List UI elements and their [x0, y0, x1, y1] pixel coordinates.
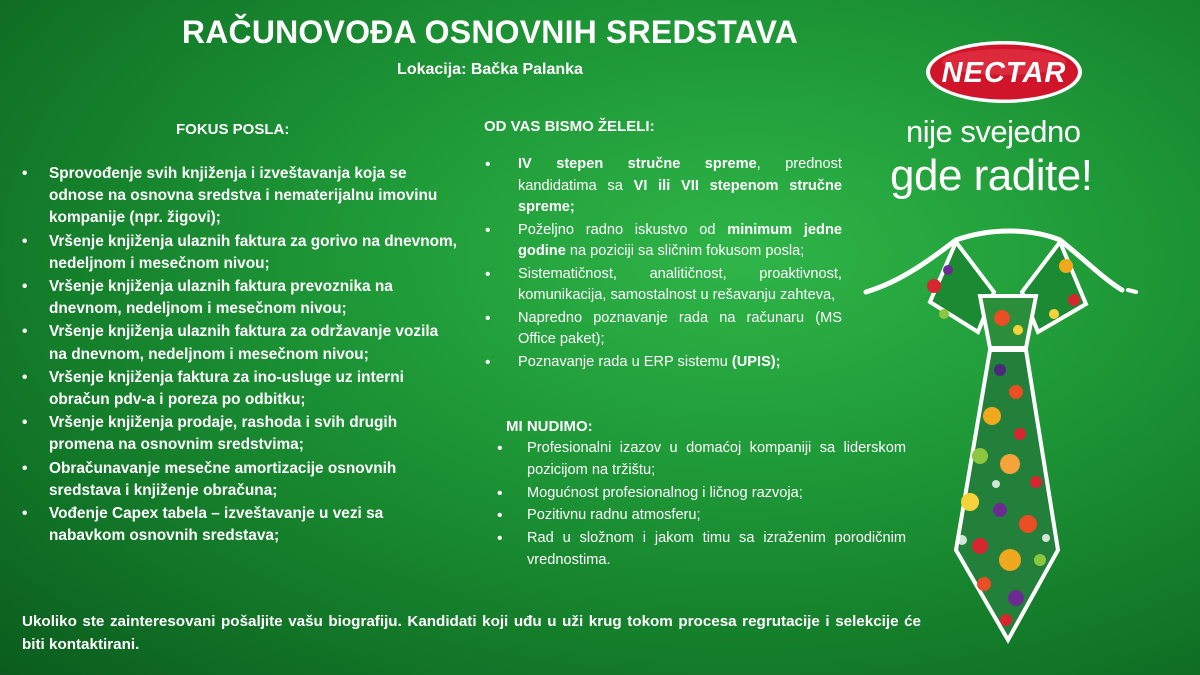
- slogan-line-2: gde radite!: [890, 151, 1093, 200]
- list-item: • Vršenje knjiženja ulaznih faktura prevoznika na dnevnom, nedeljnom i mesečnom nivou;: [20, 276, 460, 320]
- list-item: • Vršenje knjiženja prodaje, rashoda i svih drugih promena na osnovnim sredstvima;: [20, 412, 460, 456]
- list-item: • Rad u složnom i jakom timu sa izraženim porodičnim vrednostima.: [494, 528, 906, 572]
- offer-list: [494, 438, 906, 573]
- list-item: • Napredno poznavanje rada na računaru (MS Office paket);: [484, 308, 842, 351]
- list-item: • Vođenje Capex tabela – izveštavanje u vezi sa nabavkom osnovnih sredstava;: [20, 503, 460, 547]
- list-item: • Vršenje knjiženja ulaznih faktura za gorivo na dnevnom, nedeljnom i mesečnom nivou;: [20, 231, 460, 275]
- list-item: • Vršenje knjiženja faktura za ino-usluge uz interni obračun pdv-a i poreza po odbitku;: [20, 367, 460, 411]
- job-focus-list: [20, 163, 460, 548]
- nectar-logo-graphic: [924, 40, 1084, 104]
- list-item: [484, 154, 842, 219]
- nectar-logo: [924, 40, 1084, 104]
- requirement-education: IV stepen stručne spreme: [518, 156, 757, 172]
- requirement-education-preferred: VI ili VII stepenom stručne spreme;: [518, 177, 842, 215]
- page-title: RAČUNOVOĐA OSNOVNIH SREDSTAVA: [181, 14, 799, 50]
- list-item: • Mogućnost profesionalnog i ličnog razvoja;: [494, 483, 906, 505]
- list-item: [484, 352, 842, 374]
- requirement-experience: minimum jedne godine: [518, 221, 842, 259]
- tie-graphic: [860, 220, 1140, 660]
- offer-heading: MI NUDIMO:: [506, 418, 593, 435]
- requirement-text: na poziciji sa sličnim fokusom posla;: [565, 243, 805, 259]
- list-item: [484, 220, 842, 263]
- list-item: • Profesionalni izazov u domaćoj kompaniji sa liderskom pozicijom na tržištu;: [494, 438, 906, 482]
- list-item: • Vršenje knjiženja ulaznih faktura za održavanje vozila na dnevnom, nedeljnom i mesečnom nivou;: [20, 321, 460, 365]
- logo-text: NECTAR: [941, 57, 1067, 89]
- application-note: Ukoliko ste zainteresovani pošaljite vašu biografiju. Kandidati koji uđu u uži krug tokom procesa regrutacije i selekcije će biti kontaktirani.: [22, 613, 921, 653]
- requirement-text: Poznavanje rada u ERP sistemu: [518, 353, 732, 370]
- requirement-erp: (UPIS);: [731, 353, 781, 370]
- location-subtitle: Lokacija: Bačka Palanka: [397, 61, 583, 78]
- requirement-text: Poželjno radno iskustvo od: [518, 221, 728, 238]
- requirements-heading: OD VAS BISMO ŽELELI:: [484, 118, 655, 135]
- slogan-line-1: nije svejedno: [906, 114, 1081, 149]
- requirement-text: , prednost kandidatima sa: [518, 156, 842, 194]
- tie-illustration: [860, 220, 1140, 660]
- requirements-list: [484, 154, 842, 374]
- list-item: • Sprovođenje svih knjiženja i izveštavanja koja se odnose na osnovna sredstva i nematerijalnu imovinu kompanije (npr. žigovi);: [20, 163, 460, 230]
- list-item: • Sistematičnost, analitičnost, proaktivnost, komunikacija, samostalnost u rešavanju zahteva,: [484, 264, 842, 307]
- list-item: • Pozitivnu radnu atmosferu;: [494, 505, 906, 527]
- job-focus-heading: FOKUS POSLA:: [176, 121, 290, 138]
- list-item: • Obračunavanje mesečne amortizacije osnovnih sredstava i knjiženje obračuna;: [20, 458, 460, 502]
